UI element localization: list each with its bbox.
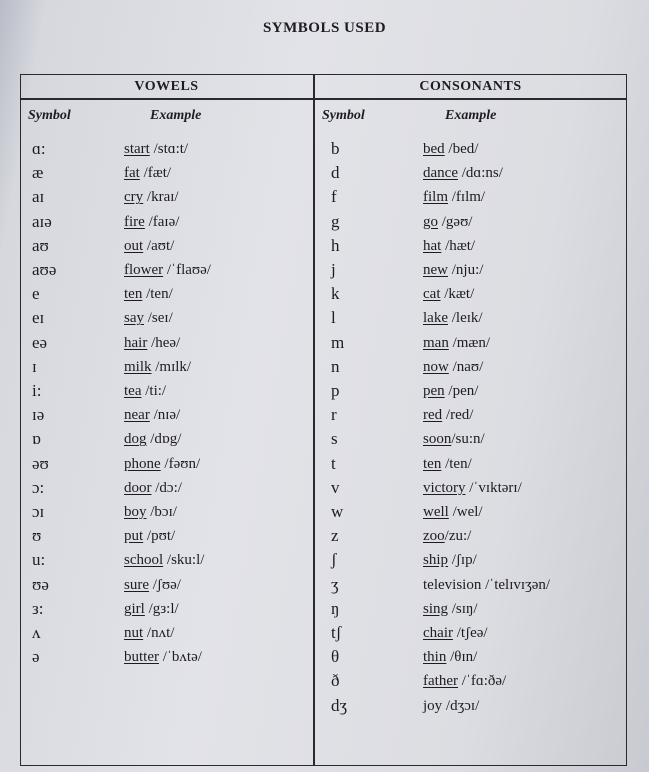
- example-word-underlined: near: [124, 407, 150, 424]
- example-transcription: /mæn/: [448, 334, 491, 351]
- example-transcription: /bɔɪ/: [146, 504, 177, 520]
- phonetic-symbol: ɑ:: [32, 139, 46, 158]
- example-word: [423, 500, 483, 524]
- consonants-row: [0, 234, 649, 258]
- phonetic-symbol: e: [32, 284, 40, 304]
- consonants-example-label: Example: [445, 108, 497, 123]
- phonetic-symbol: ð: [331, 671, 340, 691]
- example-word-underlined: ten: [124, 286, 143, 303]
- example-word: [423, 694, 479, 718]
- page-title: SYMBOLS USED: [262, 20, 387, 36]
- example-word-underlined: film: [423, 189, 448, 206]
- vowels-example-label: Example: [150, 108, 202, 123]
- example-word-underlined: flower: [124, 262, 164, 278]
- phonetic-symbol: ɔ:: [32, 477, 45, 497]
- example-word-underlined: butter: [124, 649, 159, 666]
- example-word: [423, 452, 472, 476]
- phonetic-symbol: l: [331, 308, 336, 328]
- example-word-underlined: hat: [423, 237, 442, 254]
- example-transcription: /dɑ:ns/: [457, 165, 503, 182]
- example-word: [423, 331, 490, 355]
- example-word-underlined: now: [423, 358, 449, 375]
- example-word-underlined: say: [124, 310, 144, 327]
- consonants-row: [0, 694, 649, 718]
- example-transcription: /sku:l/: [163, 552, 205, 569]
- example-word-underlined: well: [423, 504, 449, 520]
- example-transcription: joy /dʒɔɪ/: [423, 697, 480, 714]
- example-word: [423, 476, 522, 500]
- phonetic-symbol: θ: [331, 647, 340, 667]
- phonetic-symbol: eə: [32, 332, 48, 352]
- phonetic-symbol: ə: [32, 647, 40, 667]
- example-transcription: /zu:/: [444, 528, 472, 545]
- example-word: [423, 210, 472, 234]
- example-word-underlined: nut: [124, 625, 144, 641]
- example-word: [423, 161, 503, 185]
- example-word-underlined: soon: [423, 431, 452, 448]
- phonetic-symbol: s: [331, 429, 338, 449]
- example-word-underlined: phone: [124, 455, 161, 472]
- example-transcription: /ti:/: [141, 383, 167, 399]
- example-transcription: /red/: [442, 407, 474, 424]
- phonetic-symbol: dʒ: [331, 695, 348, 715]
- phonetic-symbol: b: [331, 139, 340, 158]
- example-word: [423, 403, 473, 427]
- phonetic-symbol: k: [331, 284, 340, 304]
- example-transcription: /gəʊ/: [438, 213, 473, 230]
- vowels-heading: VOWELS: [134, 79, 199, 94]
- example-transcription: /ten/: [441, 455, 472, 472]
- phonetic-symbol: aʊ: [32, 235, 49, 255]
- consonants-row: [0, 597, 649, 621]
- consonants-row: [0, 500, 649, 524]
- phonetic-symbol: j: [331, 260, 336, 279]
- consonants-row: [0, 161, 649, 185]
- example-transcription: /gз:l/: [144, 600, 179, 617]
- example-word-underlined: fat: [124, 165, 140, 182]
- example-transcription: /hæt/: [441, 237, 476, 254]
- example-word: [423, 573, 550, 597]
- phonetic-symbol: aɪə: [32, 211, 52, 231]
- vowels-symbol-label: Symbol: [28, 108, 71, 123]
- phonetic-symbol: ɪə: [32, 405, 45, 425]
- example-word-underlined: zoo: [423, 528, 445, 545]
- example-word: [423, 306, 483, 330]
- example-word-underlined: man: [423, 334, 449, 351]
- example-transcription: /aʊt/: [143, 237, 175, 254]
- phonetic-symbol: æ: [32, 163, 44, 183]
- phonetic-symbol: ɪ: [32, 356, 37, 376]
- example-word-underlined: go: [423, 213, 438, 230]
- example-transcription: /ˈflaʊə/: [163, 262, 211, 278]
- example-word-underlined: cry: [124, 189, 144, 206]
- phonetic-symbol: z: [331, 526, 339, 546]
- consonants-row: [0, 137, 649, 161]
- example-word-underlined: sure: [124, 576, 149, 593]
- consonants-row: [0, 403, 649, 427]
- consonants-row: [0, 573, 649, 597]
- phonetic-symbol: eɪ: [32, 308, 45, 328]
- consonants-heading: CONSONANTS: [419, 79, 522, 94]
- example-word-underlined: fire: [124, 213, 145, 230]
- example-transcription: /fæt/: [139, 165, 172, 182]
- example-transcription: /naʊ/: [448, 358, 484, 375]
- example-word-underlined: dog: [124, 431, 147, 448]
- example-transcription: /ˈfɑ:ðə/: [457, 673, 507, 690]
- example-transcription: /pʊt/: [143, 528, 176, 545]
- example-word-underlined: red: [423, 407, 443, 424]
- example-word-underlined: bed: [423, 141, 445, 157]
- example-transcription: /tʃeə/: [452, 625, 488, 641]
- example-word: [423, 185, 485, 209]
- example-word-underlined: lake: [423, 310, 448, 327]
- example-word-underlined: out: [124, 237, 144, 254]
- example-word: [423, 282, 474, 306]
- consonants-row: [0, 427, 649, 451]
- example-transcription: /pen/: [444, 383, 479, 399]
- example-word-underlined: pen: [423, 383, 445, 399]
- phonetic-symbol: h: [331, 235, 340, 255]
- consonants-row: [0, 379, 649, 403]
- phonetic-symbol: aʊə: [32, 260, 57, 279]
- example-transcription: /fəʊn/: [160, 455, 201, 472]
- consonants-row: [0, 476, 649, 500]
- example-word: [423, 524, 471, 548]
- example-transcription: /sɪŋ/: [448, 600, 478, 617]
- example-word-underlined: put: [124, 528, 144, 545]
- phonetic-symbol: з:: [32, 598, 44, 618]
- example-word-underlined: girl: [124, 600, 145, 617]
- example-word-underlined: boy: [124, 504, 147, 520]
- example-word: [423, 137, 478, 161]
- example-word-underlined: milk: [124, 358, 152, 375]
- example-transcription: /nju:/: [448, 262, 484, 278]
- example-transcription: /leɪk/: [447, 310, 483, 327]
- example-transcription: /bed/: [444, 141, 479, 157]
- example-word-underlined: start: [124, 141, 150, 157]
- example-word-underlined: chair: [423, 625, 453, 641]
- phonetic-symbol: g: [331, 211, 340, 231]
- phonetic-symbol: ɔɪ: [32, 502, 45, 521]
- consonants-row: [0, 524, 649, 548]
- consonants-row: [0, 185, 649, 209]
- example-word-underlined: sing: [423, 600, 449, 617]
- example-transcription: /seɪ/: [144, 310, 173, 327]
- example-word: [423, 669, 506, 693]
- example-transcription: /ten/: [142, 286, 173, 303]
- example-word-underlined: thin: [423, 649, 447, 666]
- example-word-underlined: school: [124, 552, 164, 569]
- phonetic-symbol: ŋ: [331, 598, 340, 618]
- example-transcription: /dɒg/: [146, 431, 182, 448]
- consonants-row: [0, 258, 649, 282]
- phonetic-symbol: r: [331, 405, 337, 425]
- phonetic-symbol: ʃ: [331, 550, 337, 570]
- example-word: [423, 597, 478, 621]
- phonetic-symbol: tʃ: [331, 623, 342, 642]
- consonants-row: [0, 669, 649, 693]
- example-word: [423, 258, 483, 282]
- consonants-row: [0, 621, 649, 645]
- example-word-underlined: ship: [423, 552, 449, 569]
- example-word-underlined: dance: [423, 165, 458, 182]
- example-transcription: /fɪlm/: [448, 189, 486, 206]
- example-word-underlined: hair: [124, 334, 148, 351]
- example-transcription: /ʃʊə/: [149, 576, 181, 593]
- consonants-symbol-label: Symbol: [322, 108, 365, 123]
- example-word-underlined: victory: [423, 479, 466, 496]
- example-word-underlined: door: [124, 479, 152, 496]
- example-transcription: /dɔ:/: [151, 479, 182, 496]
- phonetic-symbol: m: [331, 332, 345, 352]
- example-word-underlined: new: [423, 262, 448, 278]
- phonetic-symbol: ɒ: [32, 429, 41, 449]
- phonetic-symbol: ʊ: [32, 526, 42, 546]
- example-transcription: television /ˈtelɪvɪʒən/: [423, 576, 551, 593]
- example-transcription: /su:n/: [451, 431, 485, 448]
- phonetic-symbol: v: [331, 477, 340, 497]
- header-divider: [20, 98, 627, 100]
- example-word: [423, 355, 483, 379]
- phonetic-symbol: w: [331, 502, 344, 521]
- phonetic-symbol: u:: [32, 550, 46, 570]
- consonants-row: [0, 282, 649, 306]
- example-transcription: /nʌt/: [143, 625, 175, 641]
- example-transcription: /θɪn/: [446, 649, 478, 666]
- example-word: [423, 234, 475, 258]
- example-transcription: /faɪə/: [144, 213, 180, 230]
- consonants-row: [0, 452, 649, 476]
- phonetic-symbol: t: [331, 453, 336, 473]
- example-transcription: /ʃɪp/: [448, 552, 477, 569]
- example-transcription: /heə/: [147, 334, 181, 351]
- phonetic-symbol: d: [331, 163, 340, 183]
- phonetic-symbol: əʊ: [32, 453, 49, 473]
- example-transcription: /mɪlk/: [151, 358, 192, 375]
- phonetic-symbol: n: [331, 356, 340, 376]
- consonants-row: [0, 355, 649, 379]
- phonetic-symbol: i:: [32, 381, 42, 400]
- phonetic-symbol: p: [331, 381, 340, 400]
- phonetic-symbol: ʒ: [331, 574, 339, 594]
- example-transcription: /wel/: [448, 504, 483, 520]
- example-word-underlined: tea: [124, 383, 142, 399]
- example-transcription: /nɪə/: [149, 407, 181, 424]
- phonetic-symbol: ʌ: [32, 623, 41, 642]
- example-word: [423, 645, 477, 669]
- example-transcription: /stɑ:t/: [149, 141, 189, 157]
- consonants-row: [0, 306, 649, 330]
- example-word-underlined: father: [423, 673, 458, 690]
- example-word: [423, 427, 485, 451]
- consonants-row: [0, 645, 649, 669]
- example-transcription: /kæt/: [440, 286, 475, 303]
- example-transcription: /ˈbʌtə/: [159, 649, 202, 666]
- phonetic-symbol: aɪ: [32, 187, 45, 207]
- consonants-row: [0, 548, 649, 572]
- consonants-row: [0, 210, 649, 234]
- example-word-underlined: cat: [423, 286, 441, 303]
- example-transcription: /kraɪ/: [143, 189, 179, 206]
- consonants-row: [0, 331, 649, 355]
- phonetic-symbol: f: [331, 187, 337, 207]
- example-word-underlined: ten: [423, 455, 442, 472]
- example-word: [423, 379, 478, 403]
- example-word: [423, 548, 477, 572]
- example-word: [423, 621, 488, 645]
- phonetic-symbol: ʊə: [32, 574, 49, 594]
- example-transcription: /ˈvɪktərɪ/: [465, 479, 522, 496]
